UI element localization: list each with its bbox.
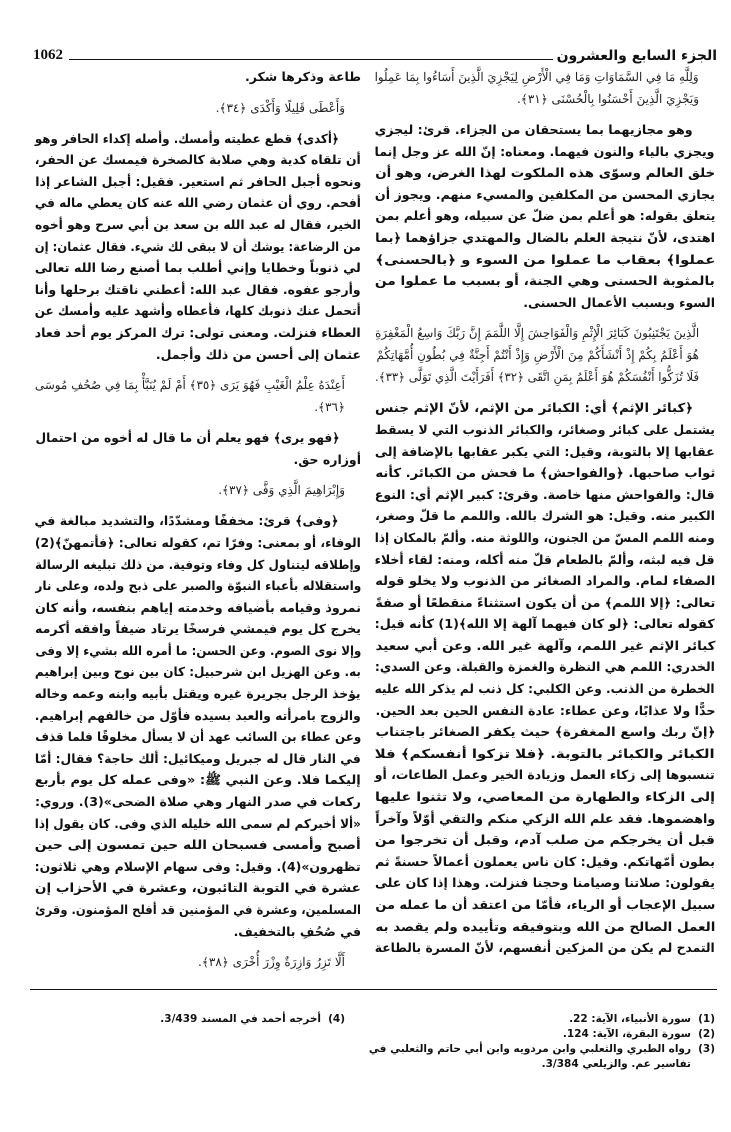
footnote-text [563, 1027, 691, 1042]
text-line [375, 292, 715, 314]
text-line [375, 205, 715, 227]
line-text: في صُحُفِ بالتخفيف. [233, 923, 361, 939]
line-text: والزوج بامرأته والعبد بسيده فأوّل من خالفهم إبراهيم. [35, 707, 361, 723]
text-line [35, 128, 361, 150]
line-text: حدًّا ولا عذابًا، وعن عطاء: عادة النفس الحين بعد الحين. [375, 702, 715, 718]
text-line [35, 575, 361, 597]
line-text: ﴿وفى﴾ قرئ: مخففًا ومشدّدًا، والتشديد مبالغة في [35, 513, 339, 529]
line-text: ومنه اللمم المسّ من الجنون، واللوثة منه. وألمّ بالمكان إذا [375, 529, 715, 545]
text-line [35, 640, 361, 662]
text-line [375, 656, 715, 678]
text-line [35, 618, 361, 640]
quran-verse [35, 97, 361, 119]
text-line [35, 171, 361, 193]
line-text: وإلا نوى الصوم. وعن الحسن: ما أمره الله بشيء إلا وفى [35, 642, 361, 658]
line-text: وعن عطاء بن السائب عهد أن لا يسأل مخلوقًا فلما قذف [35, 729, 361, 745]
text-line [35, 66, 361, 88]
paragraph [375, 119, 715, 313]
line-text: الصفاء لمام. والمراد الصغائر من الذنوب ولا يخلو قوله [375, 573, 715, 589]
text-line [35, 661, 361, 683]
line-text: أفحم. روي أن عثمان رضي الله عنه كان يعطي ماله في [35, 195, 361, 211]
page-header [33, 44, 717, 64]
text-line [375, 872, 715, 894]
line-text: وهو مجازيهما بما يستحقان من الجزاء. قرئ: ليجزي [375, 122, 693, 137]
line-text: الكبائر والكبائر بالتوبة. ﴿فلا تزكوا أنفسكم﴾ فلا [375, 745, 715, 761]
text-line [375, 937, 715, 959]
line-text: نمروذ وقيامه بأضيافه وخدمته إياهم بنفسه، وأنه كان [35, 599, 361, 615]
text-line [35, 856, 361, 878]
text-line [35, 554, 361, 576]
text-line [375, 743, 715, 765]
line-text: «ألا أخبركم لم سمى الله خليله الذي وفى. كان يقول إذا [35, 815, 361, 831]
text-line [375, 441, 715, 463]
text-line [375, 344, 715, 366]
footnote-number: (2) [698, 1028, 715, 1040]
text-line [35, 532, 361, 554]
footnote-text [569, 1012, 691, 1027]
line-text: ونحوه أجبل الحافر ثم استعير. فقيل: أجبل الشاعر إذا [35, 173, 361, 189]
paragraph [35, 510, 361, 942]
text-line [375, 162, 715, 184]
text-line [35, 449, 361, 471]
footnotes-right [355, 1012, 715, 1072]
footnote-line: أخرجه أحمد في المسند 3/439. [160, 1013, 321, 1025]
line-text: ﴿فهو يرى﴾ فهو يعلم أن ما قال له أخوه من احتمال [35, 430, 339, 446]
text-line [35, 899, 361, 921]
text-line [35, 921, 361, 943]
footnote [355, 1012, 715, 1027]
text-line [35, 951, 361, 973]
line-text: وَإِبْرَاهِيمَ الَّذِي وَفَّى ﴿٣٧﴾. [218, 483, 345, 498]
line-text: الخدري: اللمم هي النظرة والغمزة والقبلة. وعن السدي: [375, 659, 715, 675]
line-text: أَعِنْدَهُ عِلْمُ الْغَيْبِ فَهُوَ يَرَى ﴿٣٥﴾ أَمْ لَمْ يُنَبَّأْ بِمَا فِي صُحُفِ مُوسَى [35, 378, 345, 393]
line-text: تظهرون»(4). وقيل: وفى سهام الإسلام وهي ثلاثون: [35, 858, 361, 874]
text-line [375, 249, 715, 271]
footnote [35, 1012, 345, 1027]
quran-verse [35, 951, 361, 973]
line-text: الوفاء، أو بمعنى: وفرًا تم، كقوله تعالى: ﴿فأتمهنّ﴾(2) [35, 534, 362, 550]
text-line [375, 141, 715, 163]
line-text: ﴿كبائر الإثم﴾ أي: الكبائر من الإثم، لأنّ الإثم جنس [375, 400, 693, 416]
line-text: وأرجو عفوه. فقال عبد الله: أعطني ناقتك برحلها وأنا [35, 281, 361, 297]
line-text: يشتمل على كبائر وصغائر، والكبائر الذنوب التي لا يسقط [375, 421, 715, 437]
text-line [35, 748, 361, 770]
text-line [35, 834, 361, 856]
text-line [35, 396, 361, 418]
quran-verse [375, 322, 715, 388]
line-text: وَيَجْزِيَ الَّذِينَ أَحْسَنُوا بِالْحُسْنَى ﴿٣١﴾. [516, 92, 699, 106]
left-column [35, 66, 361, 982]
text-line [35, 427, 361, 449]
line-text: بالمثوبة الحسنى وهي الجنة، أو بسبب ما عملوا من [374, 273, 715, 289]
footnote [355, 1042, 715, 1072]
footnote-number: (3) [698, 1043, 715, 1055]
line-text: هُوَ أَعْلَمُ بِكُمْ إِذْ أَنْشَأَكُمْ مِنَ الْأَرْضِ وَإِذْ أَنْتُمْ أَجِنَّةٌ فِي بُطُونِ أُمَّهَاتِكُمْ [376, 348, 699, 363]
text-line [35, 192, 361, 214]
footnote-line: سورة الأنبياء، الآية: 22. [569, 1013, 691, 1025]
text-line [35, 257, 361, 279]
line-text: ﴿أكدى﴾ قطع عطيته وأمسك. وأصله إكداء الحافر وهو [35, 130, 339, 146]
line-text: تعالى: ﴿إلا اللمم﴾ من أن يكون استثناءً منقطعًا أو صفةً [374, 594, 715, 610]
text-line [35, 769, 361, 791]
text-line [35, 374, 361, 396]
line-text: عثمان إلى أحسن من ذلك وأجمل. [155, 346, 361, 362]
line-text: عملوا﴾ بعقاب ما عملوا من السوء و ﴿بالحسنى﴾ [375, 251, 715, 267]
line-text: يخرج كل يوم فيمشي فرسخًا يرتاد ضيفاً وافقه أكرمه [35, 621, 361, 637]
line-text: في النار قال له جبريل وميكائيل: ألك حاجة؟ فقال: أمّا [35, 750, 361, 766]
text-line [35, 813, 361, 835]
header-rule [69, 59, 553, 60]
text-line [375, 227, 715, 249]
footnote [355, 1027, 715, 1042]
line-text: الَّذِينَ يَجْتَنِبُونَ كَبَائِرَ الْإِثْمِ وَالْفَوَاحِشَ إِلَّا اللَّمَمَ إِنَّ رَبَّكَ وَاسِعُ الْمَغْفِرَةِ [375, 326, 699, 341]
line-text: خلق العالم وسوّى هذه الملكوت لهذا الغرض، وهو أن [375, 165, 715, 181]
line-text: التمدح لم يكن من المزكين أنفسهم، لأنّ المسرة بالطاعة [375, 940, 715, 956]
footnote-text [369, 1042, 691, 1072]
text-line [35, 597, 361, 619]
text-line [35, 683, 361, 705]
line-text: قال: والفواحش منها خاصة. وقرئ: كبير الإثم أي: النوع [375, 486, 715, 502]
line-text: الكبير منه. وقيل: هو الشرك بالله. واللمم ما قلّ وصغر، [375, 508, 715, 524]
line-text: وَأَعْطَى قَلِيلًا وَأَكْدَى ﴿٣٤﴾. [215, 100, 345, 115]
footnote-line: سورة البقرة، الآية: 124. [562, 1028, 691, 1040]
text-line [35, 300, 361, 322]
line-text: إلى الزكاء والطهارة من المعاصي، ولا تثنوا عليها [375, 789, 715, 805]
line-text: سبيل الإعجاب أو الرياء، فأمّا من اعتقد أن ما عمله من [375, 897, 715, 912]
line-text: واستقلاله بأعباء النبوّة والصبر على ذبح ولده، وعلى نار [35, 578, 361, 594]
text-line [35, 236, 361, 258]
line-text: لي ذنوباً وخطايا وإني أطلب بما أصنع رضا الله تعالى [35, 260, 361, 276]
line-text: عشرة في التوبة التائبون، وعشرة في الأحزاب إن [35, 880, 361, 896]
text-line [35, 705, 361, 727]
text-line [375, 88, 715, 110]
line-text: يتعلق بقوله: هو أعلم بمن ضلّ عن سبيله، وهو أعلم بمن [375, 208, 715, 224]
line-text: تنسبوها إلى زكاء العمل وزيادة الخير وعمل الطاعات، أو [375, 767, 715, 783]
line-text: من الرضاعة: يوشك أن لا يبقى لك شيء. فقال عثمان: إن [35, 238, 361, 254]
line-text: المسلمين، وعشرة في المؤمنين قد أفلح المؤمنون. وقرئ [35, 902, 361, 917]
line-text: أصبح وأمسى فسبحان الله حين تمسون إلى حين [35, 837, 361, 853]
text-line [375, 764, 715, 786]
line-text: العطاء فنزلت. ومعنى تولى: ترك المركز يوم أحد فعاد [35, 324, 361, 340]
quran-verse [35, 479, 361, 501]
quran-verse [375, 66, 715, 110]
text-line [35, 791, 361, 813]
text-line [375, 678, 715, 700]
text-line [375, 322, 715, 344]
text-line [375, 549, 715, 571]
line-text: الخطرة من الذنب. وعن الكلبي: كل ذنب لم يذكر الله عليه [375, 681, 715, 697]
text-line [375, 419, 715, 441]
text-line [375, 484, 715, 506]
line-text: يجازي المحسن من المكلفين والمسيء منهم. ويجوز أن [375, 186, 715, 202]
line-text: إليكما فلا. وعن النبي ﷺ: «وفى عمله كل يوم بأربع [35, 772, 361, 788]
line-text: ﴿إنّ ربك واسع المغفرة﴾ حيث يكفر الصغائر باجتناب [374, 724, 715, 740]
line-text: طاعة وذكرها شكر. [245, 69, 361, 84]
text-line [375, 894, 715, 916]
line-text: به. وعن الهزيل ابن شرحبيل: كان بين نوح وبين إبراهيم [35, 664, 361, 680]
line-text: ﴿٣٦﴾. [314, 400, 345, 415]
line-text: أوزاره حق. [293, 451, 361, 467]
text-line [375, 184, 715, 206]
line-text: بطون أمّهاتكم. وقيل: كان ناس يعملون أعمالاً حسنةً ثم [375, 853, 715, 869]
text-line [375, 397, 715, 419]
line-text: العمل الصالح من الله وبتوفيقه وتأييده ولم يقصد به [375, 918, 715, 934]
text-line [375, 916, 715, 938]
paragraph [35, 128, 361, 366]
footnote-line: رواه الطبري والثعلبي وابن مردويه وابن أبي حاتم والثعلبي في [368, 1043, 691, 1055]
page-number: 1062 [33, 47, 63, 63]
line-text: السوء وبسبب الأعمال الحسنى. [523, 294, 715, 310]
paragraph [35, 66, 361, 88]
line-text: أن تلقاه كدية وهي صلابة كالصخرة فيمسك عن الحفر، [35, 152, 361, 168]
text-line [375, 721, 715, 743]
footnote-text [160, 1012, 321, 1027]
text-line [375, 66, 715, 88]
text-line [375, 635, 715, 657]
quran-verse [35, 374, 361, 418]
line-text: وَلِلَّهِ مَا فِي السَّمَاوَاتِ وَمَا فِي الْأَرْضِ لِيَجْزِيَ الَّذِينَ أَسَاءُوا بِمَا عَمِلُوا [375, 70, 699, 84]
text-line [375, 505, 715, 527]
line-text: وإطلاقه ليتناول كل وفاء وتوفية. من ذلك تبليغه الرسالة [35, 556, 361, 572]
text-line [35, 214, 361, 236]
text-line [375, 851, 715, 873]
text-line [375, 119, 715, 141]
line-text: الخير، فقال له عبد الله بن سعد بن أبي سرح وهو أخوه [35, 216, 361, 232]
footnote-separator [30, 989, 717, 990]
line-text: أَلَّا تَزِرُ وَازِرَةٌ وِزْرَ أُخْرَى ﴿٣٨﴾. [198, 955, 345, 970]
text-line [375, 700, 715, 722]
text-line [375, 570, 715, 592]
line-text: يؤخذ الرجل بجريرة غيره ويقتل بأبيه وابنه وعمه وخاله [35, 686, 361, 702]
footnote-number: (4) [328, 1013, 345, 1025]
line-text: عقابها إلا بالتوبة، وقيل: التي يكبر عقابها بالإضافة إلى [375, 443, 715, 459]
text-line [35, 322, 361, 344]
line-text: قل فيه لبثه، وألمّ بالطعام قلّ منه أكله، ومنه: لقاء أخلاء [375, 551, 715, 567]
paragraph [375, 397, 715, 958]
text-line [35, 97, 361, 119]
line-text: فَلَا تُزَكُّوا أَنْفُسَكُمْ هُوَ أَعْلَمُ بِمَنِ اتَّقَى ﴿٣٢﴾ أَفَرَأَيْتَ الَّذِي تَوَلَّى ﴿٣٣﴾. [375, 370, 699, 385]
running-title: الجزء السابع والعشرون [556, 48, 717, 64]
text-line [375, 270, 715, 292]
right-column [375, 66, 715, 968]
text-line [375, 808, 715, 830]
text-line [35, 279, 361, 301]
line-text: قبل أن يخرجكم من صلب آدم، وقبل أن تخرجوا من [375, 832, 715, 848]
text-line [375, 786, 715, 808]
text-line [375, 613, 715, 635]
line-text: كقوله تعالى: ﴿لو كان فيهما آلهة إلا الله﴾(1) كأنه قيل: [375, 616, 715, 632]
text-line [375, 366, 715, 388]
text-line [35, 510, 361, 532]
footnote-number: (1) [698, 1013, 715, 1025]
line-text: اهتدى، لأنّ نتيجة العلم بالضال والمهتدي جزاؤهما ﴿بما [375, 229, 715, 245]
line-text: ويجزي بالياء والنون فيهما. ومعناه: إنّ الله عز وجل إنما [374, 143, 715, 159]
text-line [35, 149, 361, 171]
text-line [375, 829, 715, 851]
paragraph [35, 427, 361, 470]
text-line [375, 462, 715, 484]
line-text: واهضموها. فقد علم الله الزكي منكم والتقي أوّلاً وآخراً [375, 810, 715, 826]
text-line [35, 479, 361, 501]
text-line [375, 592, 715, 614]
line-text: كبائر الإثم غير اللمم، وآلهة غير الله. وعن أبي سعيد [375, 637, 715, 653]
text-line [35, 877, 361, 899]
text-line [375, 527, 715, 549]
text-line [35, 344, 361, 366]
line-text: ثواب صاحبها. ﴿والفواحش﴾ ما فحش من الكبائر. كأنه [375, 465, 715, 481]
footnote-line: تفاسير عم. والزيلعي 3/384. [541, 1058, 691, 1070]
line-text: يقولون: صلاتنا وصيامنا وحجنا فنزلت. وهذا إذا كان على [375, 875, 715, 891]
footnotes-left [35, 1012, 345, 1027]
text-line [35, 726, 361, 748]
line-text: ركعات في صدر النهار وهي صلاة الضحى»(3). وروي: [35, 794, 362, 810]
line-text: أتحمل عنك ذنوبك كلها، فأعطاه وأشهد عليه وأمسك عن [35, 303, 361, 319]
